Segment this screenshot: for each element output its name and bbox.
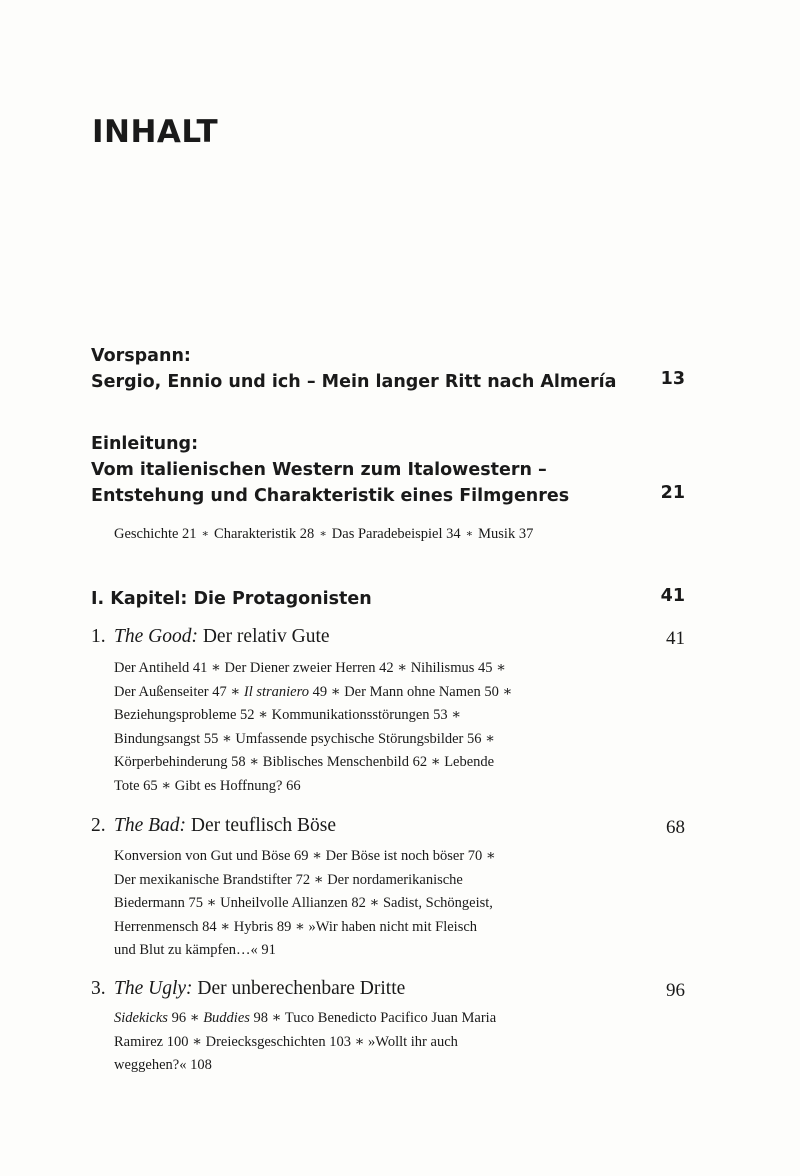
section-title-italic: The Ugly: <box>114 978 193 999</box>
section-number: 2. <box>91 815 106 836</box>
summary-line: Beziehungsprobleme 52 ∗ Kommunikationsstörungen 53 ∗ <box>114 707 462 723</box>
summary-line: Biedermann 75 ∗ Unheilvolle Allianzen 82 ∗ Sadist, Schöngeist, <box>114 895 493 911</box>
summary-item: Charakteristik 28 <box>214 526 315 542</box>
entry-title-line-2: Entstehung und Charakteristik eines Filmgenres <box>91 486 570 506</box>
toc-section-good <box>91 626 685 648</box>
separator-icon: ∗ <box>319 528 327 540</box>
page-number: 21 <box>660 483 685 503</box>
toc-entry-einleitung <box>91 431 685 509</box>
section-number: 1. <box>91 626 106 647</box>
summary-line: und Blut zu kämpfen…« 91 <box>114 942 276 958</box>
ugly-summary <box>114 1007 544 1078</box>
entry-label: Vorspann: <box>91 346 191 366</box>
section-title: Der relativ Gute <box>202 626 330 647</box>
summary-item: Musik 37 <box>478 526 534 542</box>
page-number: 41 <box>666 628 685 649</box>
section-number: 3. <box>91 978 106 999</box>
summary-line: Konversion von Gut und Böse 69 ∗ Der Böse ist noch böser 70 ∗ <box>114 848 496 864</box>
toc-entry-vorspann <box>91 343 685 395</box>
summary-line: weggehen?« 108 <box>114 1057 212 1073</box>
good-summary <box>114 657 544 798</box>
page-number: 41 <box>660 586 685 606</box>
summary-line: Tote 65 ∗ Gibt es Hoffnung? 66 <box>114 777 301 794</box>
summary-line: Ramirez 100 ∗ Dreiecksgeschichten 103 ∗ »Wollt ihr auch <box>114 1033 458 1050</box>
summary-line: Herrenmensch 84 ∗ Hybris 89 ∗ »Wir haben nicht mit Fleisch <box>114 918 478 935</box>
page-number: 68 <box>666 817 685 838</box>
einleitung-summary <box>114 523 634 548</box>
separator-icon: ∗ <box>465 528 474 540</box>
toc-section-ugly <box>91 978 685 1000</box>
section-title: Der teuflisch Böse <box>190 815 337 836</box>
summary-item: Geschichte 21 <box>114 526 197 542</box>
toc-chapter-1 <box>91 586 685 612</box>
separator-icon: ∗ <box>201 528 210 540</box>
summary-item: Das Paradebeispiel 34 <box>331 526 461 542</box>
page-title: INHALT <box>92 114 219 150</box>
summary-line: Sidekicks 96 ∗ Buddies 98 ∗ Tuco Benedicto Pacifico Juan Maria <box>114 1010 497 1026</box>
page-number: 96 <box>666 980 685 1001</box>
entry-title: Sergio, Ennio und ich – Mein langer Ritt nach Almería <box>91 372 617 392</box>
section-title-italic: The Bad: <box>114 815 187 836</box>
entry-title-line-1: Vom italienischen Western zum Italowestern – <box>91 460 547 480</box>
summary-line: Körperbehinderung 58 ∗ Biblisches Menschenbild 62 ∗ Lebende <box>114 754 495 770</box>
bad-summary <box>114 845 544 963</box>
section-title: Der unberechenbare Dritte <box>197 978 406 999</box>
toc-section-bad <box>91 815 685 837</box>
page-number: 13 <box>660 369 685 389</box>
summary-line: Der mexikanische Brandstifter 72 ∗ Der nordamerikanische <box>114 871 463 888</box>
section-title-italic: The Good: <box>114 626 198 647</box>
chapter-title: I. Kapitel: Die Protagonisten <box>91 589 372 609</box>
summary-line: Der Antiheld 41 ∗ Der Diener zweier Herren 42 ∗ Nihilismus 45 ∗ <box>114 660 506 676</box>
summary-line: Bindungsangst 55 ∗ Umfassende psychische Störungsbilder 56 ∗ <box>114 730 495 747</box>
summary-line: Der Außenseiter 47 ∗ Il straniero 49 ∗ Der Mann ohne Namen 50 ∗ <box>114 683 513 700</box>
entry-label: Einleitung: <box>91 434 199 454</box>
